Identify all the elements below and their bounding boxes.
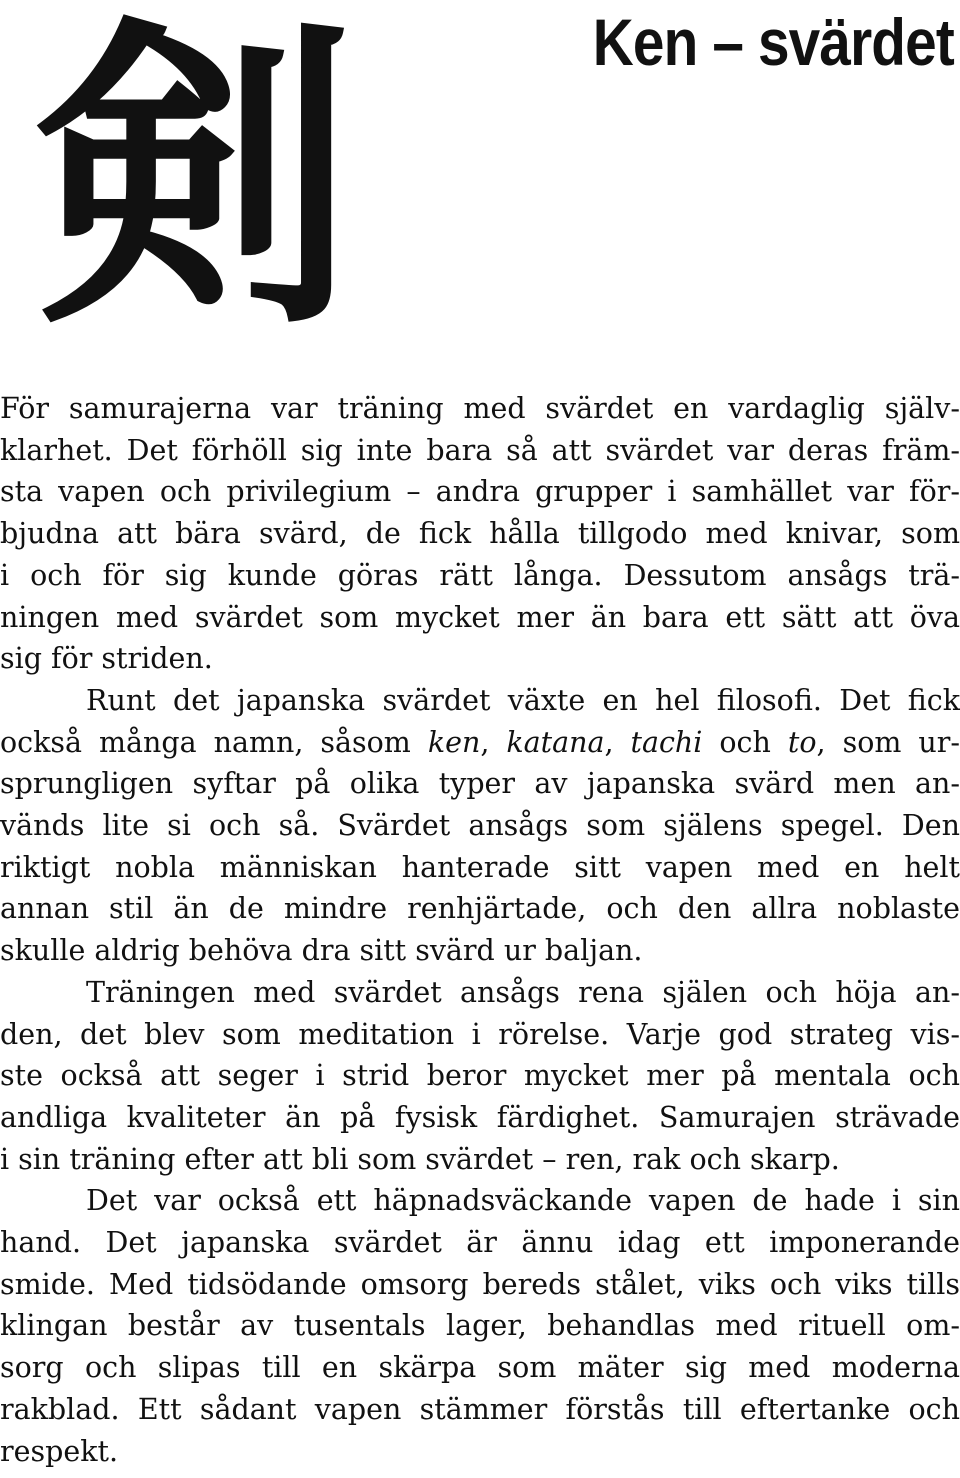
text-fragment: , som ur-: [816, 725, 960, 759]
text-fragment: ,: [604, 725, 631, 759]
paragraph-4: [0, 1180, 960, 1472]
text-line: ste också att seger i strid beror mycket mer på mentala och: [0, 1059, 960, 1093]
text-line: För samurajerna var träning med svärdet en vardaglig själv-: [0, 392, 960, 425]
paragraph-1: [0, 388, 960, 680]
text-line: i och för sig kunde göras rätt långa. Dessutom ansågs trä-: [0, 558, 960, 592]
text-line: Det var också ett häpnadsväckande vapen de hade i sin: [86, 1184, 960, 1218]
term-katana: katana: [506, 725, 605, 759]
text-line: riktigt nobla människan hanterade sitt vapen med en helt: [0, 850, 960, 884]
text-line: den, det blev som meditation i rörelse. Varje god strateg vis-: [0, 1017, 960, 1051]
text-fragment: och: [702, 725, 788, 759]
text-line: skulle aldrig behöva dra sitt svärd ur baljan.: [0, 934, 643, 968]
text-line: andliga kvaliteter än på fysisk färdighet. Samurajen strävade: [0, 1100, 960, 1134]
text-line: vänds lite si och så. Svärdet ansågs som själens spegel. Den: [0, 809, 960, 843]
text-line: bjudna att bära svärd, de fick hålla tillgodo med knivar, som: [0, 517, 960, 551]
paragraph-2: [0, 680, 960, 972]
text-line-with-terms: [0, 722, 960, 764]
text-line: klingan består av tusentals lager, behandlas med rituell om-: [0, 1309, 960, 1343]
text-line: smide. Med tidsödande omsorg bereds stålet, viks och viks tills: [0, 1267, 960, 1301]
text-line: i sin träning efter att bli som svärdet – ren, rak och skarp.: [0, 1142, 840, 1176]
text-line: hand. Det japanska svärdet är ännu idag ett imponerande: [0, 1226, 960, 1260]
term-tachi: tachi: [630, 725, 703, 759]
text-line: annan stil än de mindre renhjärtade, och den allra noblaste: [0, 892, 960, 926]
article-body: [0, 388, 960, 1472]
text-line: rakblad. Ett sådant vapen stämmer förstås till eftertanke och: [0, 1392, 960, 1426]
text-line: sta vapen och privilegium – andra grupper i samhället var för-: [0, 475, 960, 509]
kanji-ken-calligraphy: 剣: [35, 0, 355, 367]
paragraph-3: [0, 972, 960, 1181]
text-line: sig för striden.: [0, 642, 213, 676]
text-line: klarhet. Det förhöll sig inte bara så att svärdet var deras främ-: [0, 433, 960, 467]
text-line: ningen med svärdet som mycket mer än bara ett sätt att öva: [0, 600, 960, 634]
text-line: Runt det japanska svärdet växte en hel filosofi. Det fick: [86, 683, 960, 717]
text-fragment: också många namn, såsom: [0, 725, 428, 759]
page-title: Ken – svärdet: [592, 5, 954, 79]
text-fragment: ,: [480, 725, 507, 759]
text-line: sorg och slipas till en skärpa som mäter sig med moderna: [0, 1351, 960, 1385]
term-ken: ken: [427, 725, 481, 759]
text-line: respekt.: [0, 1434, 119, 1468]
text-line: Träningen med svärdet ansågs rena själen och höja an-: [86, 975, 960, 1009]
text-line: sprungligen syftar på olika typer av japanska svärd men an-: [0, 767, 960, 801]
term-to: to: [787, 725, 817, 759]
